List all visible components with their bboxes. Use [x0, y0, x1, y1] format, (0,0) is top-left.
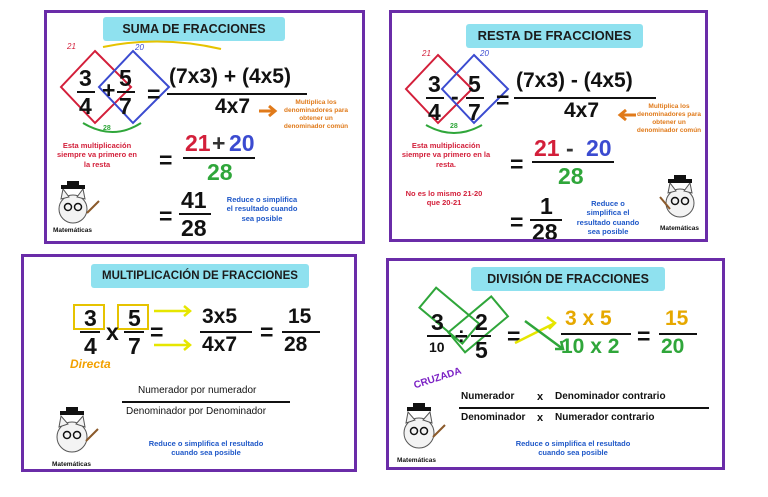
card-title: MULTIPLICACIÓN DE FRACCIONES: [91, 264, 309, 288]
equals-sign: =: [159, 203, 173, 229]
step2-numerator-a: 21: [534, 135, 560, 161]
step1-numerator: (7x3) - (4x5): [516, 69, 633, 92]
cat-mascot-icon: [53, 179, 101, 229]
directa-label: Directa: [70, 357, 111, 371]
card-title: SUMA DE FRACCIONES: [103, 17, 285, 41]
card-resta: [389, 10, 708, 242]
step2-numerator-a: 21: [185, 130, 211, 156]
fraction-b-denominator: 7: [119, 93, 132, 119]
mascot-label: Matemáticas: [660, 225, 700, 232]
rule-line: [459, 407, 709, 409]
step1-denominator: 4x7: [215, 95, 251, 118]
arrow-left-icon: [614, 109, 636, 121]
fraction-b-denominator: 7: [468, 99, 481, 125]
mascot-label: Matemáticas: [53, 227, 93, 234]
result-numerator: 15: [665, 307, 689, 330]
card-title: RESTA DE FRACCIONES: [466, 24, 643, 48]
rule-denominator-a: Denominador: [461, 412, 526, 423]
card-title: DIVISIÓN DE FRACCIONES: [471, 267, 665, 291]
fraction-b-denominator: 7: [128, 333, 141, 359]
result-note: Reduce o simplifica el resultado cuando sea posible: [576, 199, 640, 237]
cat-mascot-icon: [397, 401, 445, 455]
step1-note: Multiplica los denominadores para obtener un denominador común: [636, 103, 702, 135]
result-note: Reduce o simplifica el resultado cuando sea posible: [148, 439, 264, 458]
equals-sign: =: [147, 81, 161, 107]
mascot-label: Matemáticas: [52, 461, 92, 468]
step1-numerator: 3 x 5: [565, 307, 612, 330]
cat-mascot-icon: [658, 173, 706, 223]
equals-sign: =: [159, 147, 173, 173]
mascot-label: Matemáticas: [397, 457, 437, 464]
fraction-a-numerator: 3: [431, 309, 444, 335]
arrow-right-icon: [154, 305, 198, 355]
cross-top-right: 20: [135, 43, 144, 52]
step1-note: Multiplica los denominadores para obtener un denominador común: [283, 99, 349, 131]
cross-top-right: 20: [480, 49, 489, 58]
fraction-a-numerator: 3: [428, 71, 441, 97]
fraction-a-denominator: 4: [428, 99, 441, 125]
card-division: [386, 258, 725, 470]
fraction-a-numerator: 3: [79, 65, 92, 91]
step2-numerator-b: 20: [586, 135, 612, 161]
step1-denominator: 4x7: [202, 333, 238, 356]
fraction-a-denominator: 4: [84, 333, 97, 359]
step2-operator: -: [566, 135, 574, 161]
rule-numerator-b: Denominador contrario: [555, 391, 666, 402]
fraction-b-numerator: 5: [128, 305, 141, 331]
result-denominator: 28: [181, 215, 207, 241]
fraction-a-numerator: 3: [84, 305, 97, 331]
arrow-left-icon: [259, 105, 281, 117]
step2-denominator: 28: [558, 163, 584, 189]
left-note-2: No es lo mismo 21-20 que 20-21: [405, 189, 483, 208]
fraction-b-denominator: 5: [475, 337, 488, 363]
step1-denominator: 4x7: [564, 99, 600, 122]
rule-x: x: [537, 412, 544, 424]
cross-bottom: 28: [103, 125, 111, 132]
equals-sign: =: [510, 151, 524, 177]
fraction-a-denominator: 10: [429, 339, 445, 355]
result-numerator: 1: [540, 193, 553, 219]
rule-denominator-b: Numerador contrario: [555, 412, 655, 423]
operator: +: [102, 77, 116, 103]
step1-numerator: (7x3) + (4x5): [169, 65, 291, 88]
result-denominator: 28: [532, 219, 558, 242]
rule-numerator-a: Numerador: [461, 391, 515, 402]
cruzada-label: CRUZADA: [412, 365, 463, 392]
cat-mascot-icon: [50, 405, 98, 459]
result-denominator: 20: [661, 335, 685, 358]
fraction-b-numerator: 2: [475, 309, 488, 335]
equals-sign: =: [507, 323, 521, 349]
left-note: Esta multiplicación siempre va primero en la resta.: [401, 141, 491, 169]
step2-denominator: 28: [207, 159, 233, 185]
operator: x: [106, 319, 119, 345]
result-note: Reduce o simplifica el resultado cuando sea posible: [515, 439, 631, 458]
equals-sign: =: [150, 319, 164, 345]
fraction-a-denominator: 4: [79, 93, 92, 119]
equals-sign: =: [496, 87, 510, 113]
cross-bottom: 28: [450, 123, 458, 130]
equals-sign: =: [260, 319, 274, 345]
rule-line: [122, 401, 290, 403]
step2-operator: +: [212, 130, 226, 156]
card-suma: [44, 10, 365, 244]
step1-numerator: 3x5: [202, 305, 238, 328]
step2-numerator-b: 20: [229, 130, 255, 156]
cross-top-left: 21: [422, 49, 431, 58]
step1-denominator: 10 x 2: [561, 335, 620, 358]
fraction-b-numerator: 5: [468, 71, 481, 97]
card-multiplicacion: [21, 254, 357, 472]
equals-sign: =: [510, 209, 524, 235]
rule-x: x: [537, 391, 544, 403]
result-numerator: 41: [181, 187, 207, 213]
result-note: Reduce o simplifica el resultado cuando sea posible: [226, 195, 298, 223]
left-note: Esta multiplicación siempre va primero en la resta: [56, 141, 138, 169]
fraction-b-numerator: 5: [119, 65, 132, 91]
result-denominator: 28: [284, 333, 308, 356]
equals-sign: =: [637, 323, 651, 349]
rule-denominator: Denominador por Denominador: [126, 406, 267, 417]
rule-numerator: Numerador por numerador: [138, 385, 257, 396]
result-numerator: 15: [288, 305, 312, 328]
operator: -: [451, 83, 459, 109]
fraction-a-line: [427, 335, 451, 337]
operator: ÷: [455, 323, 468, 349]
cross-top-left: 21: [67, 42, 76, 51]
